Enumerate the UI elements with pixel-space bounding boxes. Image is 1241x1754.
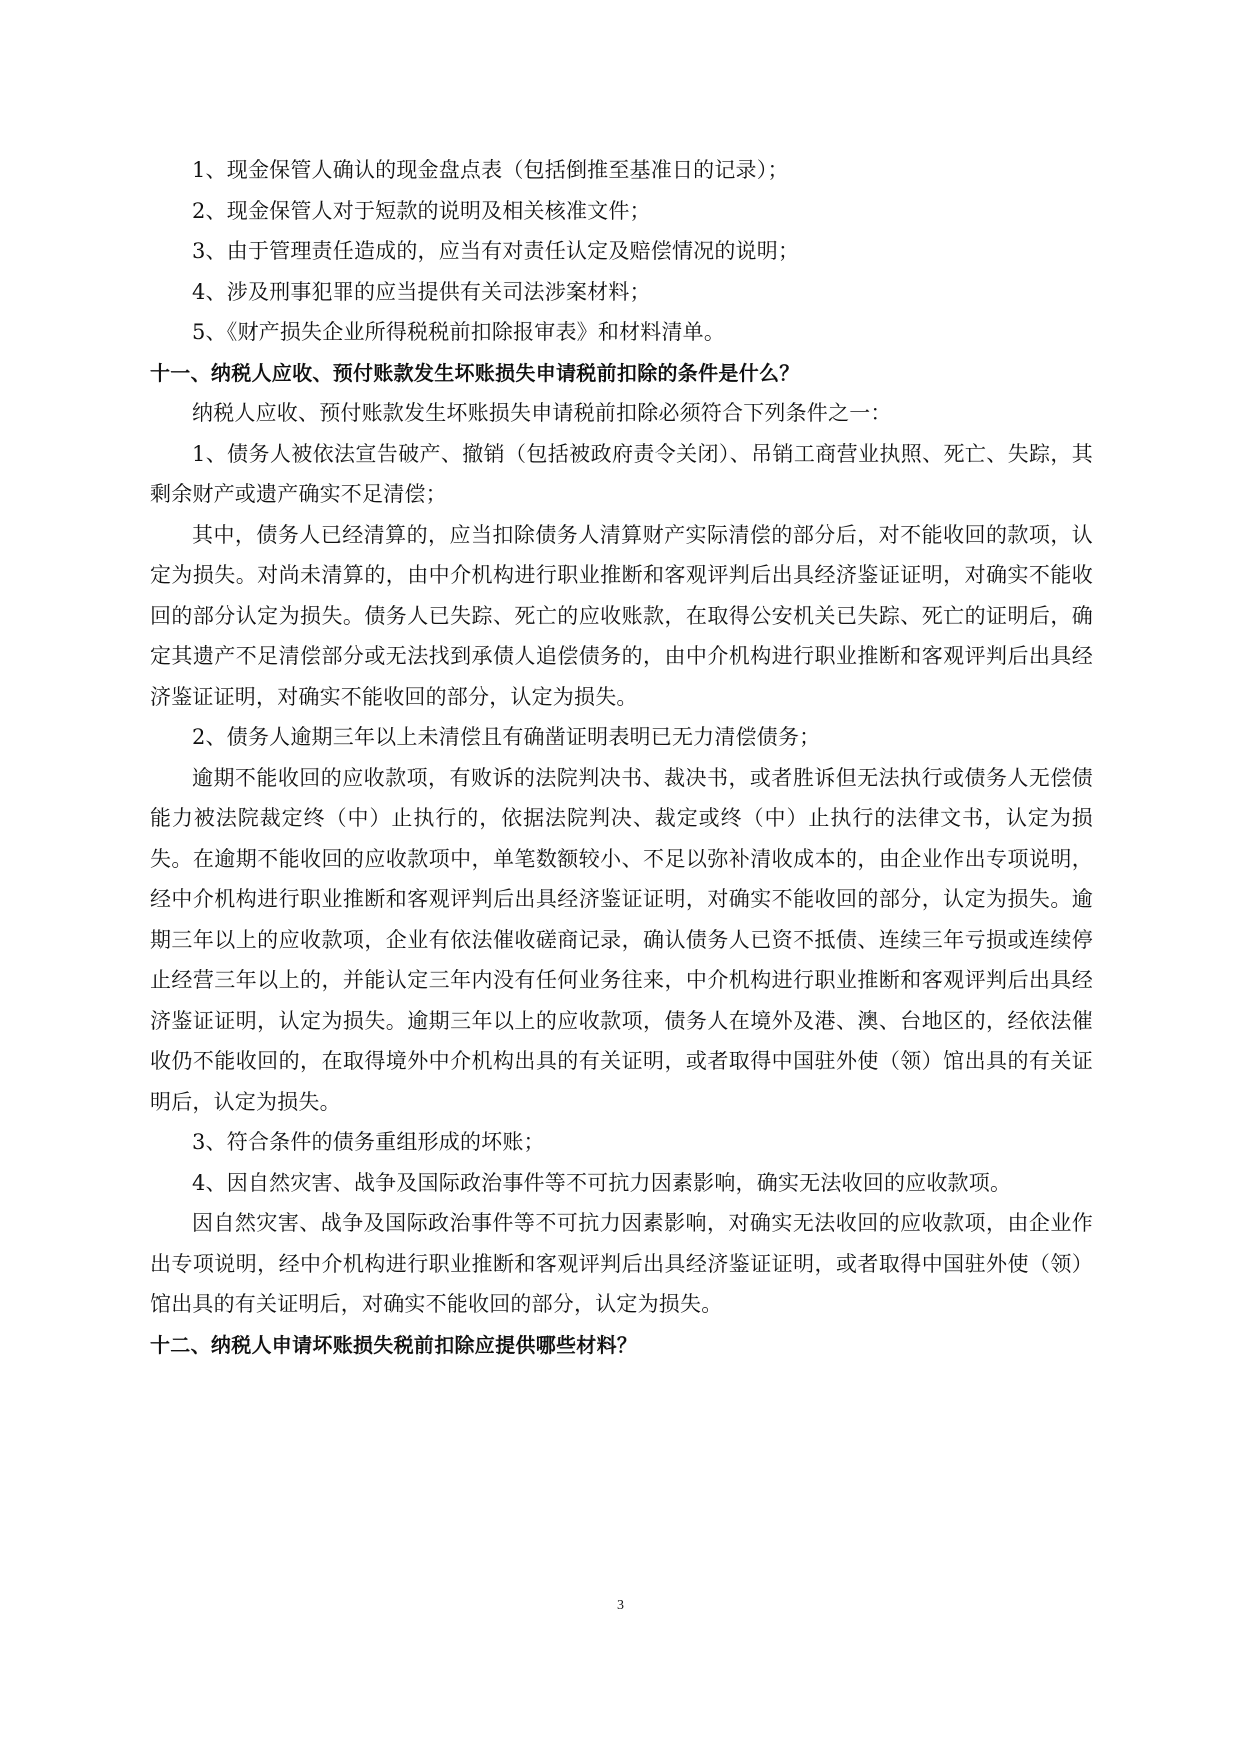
list-item-cash-count: 1、现金保管人确认的现金盘点表（包括倒推至基准日的记录）；: [192, 158, 789, 182]
list-item-criminal-materials: 4、涉及刑事犯罪的应当提供有关司法涉案材料；: [192, 279, 651, 304]
condition-item-3: 3、符合条件的债务重组形成的坏账；: [192, 1130, 545, 1154]
condition-item-1: 1、债务人被依法宣告破产、撤销（包括被政府责令关闭）、吊销工商营业执照、死亡、失踪，其剩余财产或遗产确实不足清偿；: [150, 441, 1093, 506]
paragraph-condition-1-detail: 其中，债务人已经清算的，应当扣除债务人清算财产实际清偿的部分后，对不能收回的款项，认定为损失。对尚未清算的，由中介机构进行职业推断和客观评判后出具经济鉴证证明，对确实不能收回的部分认定为损失。债务人已失踪、死亡的应收账款，在取得公安机关已失踪、死亡的证明后，确定其遗产不足清偿部分或无法找到承债人追偿债务的，由中介机构进行职业推断和客观评判后出具经济鉴证证明，对确实不能收回的部分，认定为损失。: [150, 522, 1093, 709]
condition-item-4: 4、因自然灾害、战争及国际政治事件等不可抗力因素影响，确实无法收回的应收款项。: [192, 1170, 1012, 1195]
paragraph-condition-4-detail: 因自然灾害、战争及国际政治事件等不可抗力因素影响，对确实无法收回的应收款项，由企业作出专项说明，经中介机构进行职业推断和客观评判后出具经济鉴证证明，或者取得中国驻外使（领）馆出具的有关证明后，对确实不能收回的部分，认定为损失。: [150, 1211, 1093, 1316]
paragraph-conditions-intro: 纳税人应收、预付账款发生坏账损失申请税前扣除必须符合下列条件之一：: [192, 401, 892, 425]
page-number: 3: [617, 1598, 624, 1613]
page-content: [150, 150, 1093, 1365]
list-item-responsibility: 3、由于管理责任造成的，应当有对责任认定及赔偿情况的说明；: [192, 239, 800, 263]
list-item-report-form: 5、《财产损失企业所得税税前扣除报审表》和材料清单。: [192, 320, 726, 344]
section-heading-11: 十一、纳税人应收、预付账款发生坏账损失申请税前扣除的条件是什么？: [150, 360, 800, 385]
list-item-shortage-explanation: 2、现金保管人对于短款的说明及相关核准文件；: [192, 198, 651, 223]
paragraph-condition-2-detail: 逾期不能收回的应收款项，有败诉的法院判决书、裁决书，或者胜诉但无法执行或债务人无偿债能力被法院裁定终（中）止执行的，依据法院判决、裁定或终（中）止执行的法律文书，认定为损失。在逾期不能收回的应收款项中，单笔数额较小、不足以弥补清收成本的，由企业作出专项说明，经中介机构进行职业推断和客观评判后出具经济鉴证证明，对确实不能收回的部分，认定为损失。逾期三年以上的应收款项，企业有依法催收磋商记录，确认债务人已资不抵债、连续三年亏损或连续停止经营三年以上的，并能认定三年内没有任何业务往来，中介机构进行职业推断和客观评判后出具经济鉴证证明，认定为损失。逾期三年以上的应收款项，债务人在境外及港、澳、台地区的，经依法催收仍不能收回的，在取得境外中介机构出具的有关证明，或者取得中国驻外使（领）馆出具的有关证明后，认定为损失。: [150, 765, 1093, 1114]
section-heading-12: 十二、纳税人申请坏账损失税前扣除应提供哪些材料？: [150, 1332, 638, 1357]
condition-item-2: 2、债务人逾期三年以上未清偿且有确凿证明表明已无力清偿债务；: [192, 725, 821, 749]
